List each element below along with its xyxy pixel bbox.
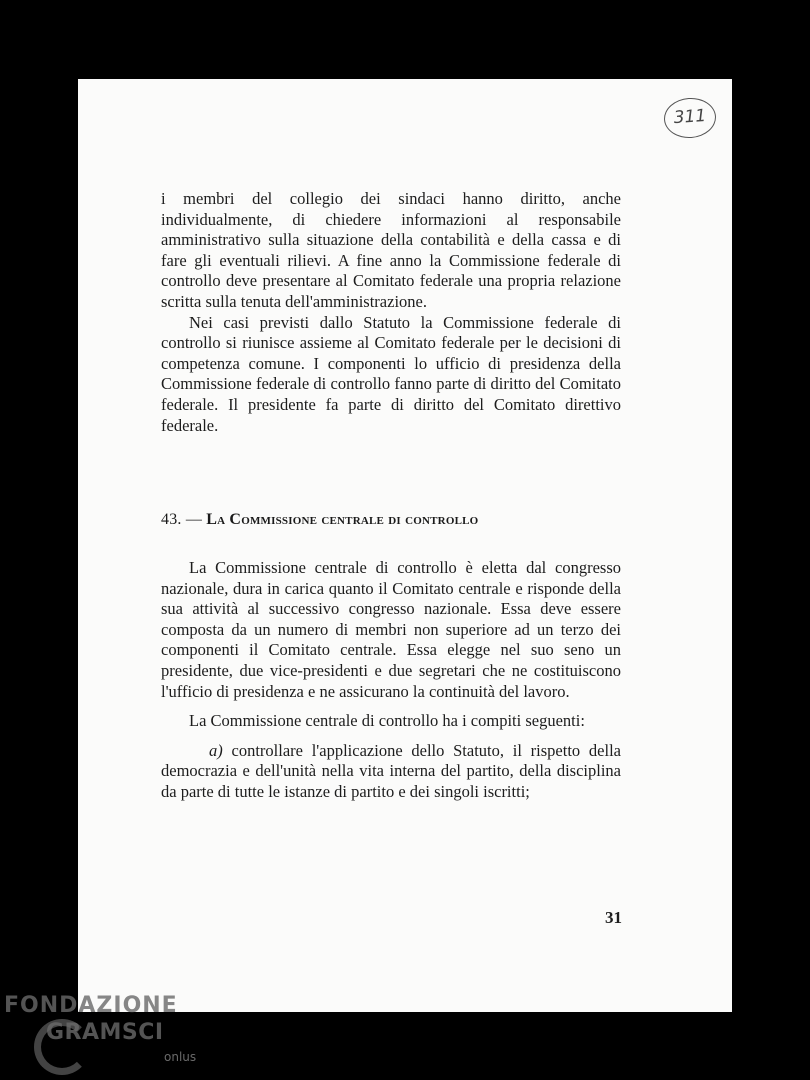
fondazione-gramsci-watermark-logo — [0, 993, 220, 1080]
text-block-top — [161, 189, 621, 436]
section-number: 43. — [161, 511, 182, 528]
document-page — [78, 79, 732, 1012]
list-item-a — [161, 741, 621, 803]
paragraph: La Commissione centrale di controllo è eletta dal congresso nazionale, dura in carica quanto il Comitato centrale e risponde della sua attività al successivo congresso nazionale. Essa deve essere composta da un numero di membri non superiore ad un terzo dei componenti il Comitato centrale. Essa elegge nel suo seno un presidente, due vice-presidenti e due segretari che ne costituiscono l'ufficio di presidenza e ne assicurano la continuità del lavoro. — [161, 558, 621, 701]
watermark-line-1: FONDAZIONE — [4, 993, 178, 1018]
list-item-text: controllare l'applicazione dello Statuto, il rispetto della democrazia e dell'unità nella vita interna del partito, della disciplina da parte di tutte le istanze di partito e dei singoli iscritti; — [161, 740, 621, 801]
watermark-line-2: GRAMSCI — [46, 1020, 164, 1045]
archive-page-stamp: 311 — [663, 96, 718, 140]
section-dash: — — [185, 511, 203, 528]
paragraph: La Commissione centrale di controllo ha i compiti seguenti: — [189, 711, 585, 731]
paragraph-continuation: i membri del collegio dei sindaci hanno diritto, anche individualmente, di chiedere informazioni al responsabile amministrativo sulla situazione della contabilità e della cassa e di fare gli eventuali rilievi. A fine anno la Commissione federale di controllo deve presentare al Comitato federale una propria relazione scritta sulla tenuta dell'amministrazione. — [161, 189, 621, 311]
list-item-letter: a) — [209, 740, 223, 760]
watermark-line-3: onlus — [164, 1050, 197, 1064]
page-number: 31 — [605, 908, 622, 927]
section-title: La Commissione centrale di controllo — [206, 511, 479, 528]
text-block-bottom — [161, 558, 621, 803]
paragraph: Nei casi previsti dallo Statuto la Commissione federale di controllo si riunisce assieme al Comitato federale per le decisioni di competenza comune. I componenti lo ufficio di presidenza della Commissione federale di controllo fanno parte di diritto del Comitato federale. Il presidente fa parte di diritto del Comitato direttivo federale. — [161, 312, 621, 435]
section-heading — [161, 511, 621, 529]
